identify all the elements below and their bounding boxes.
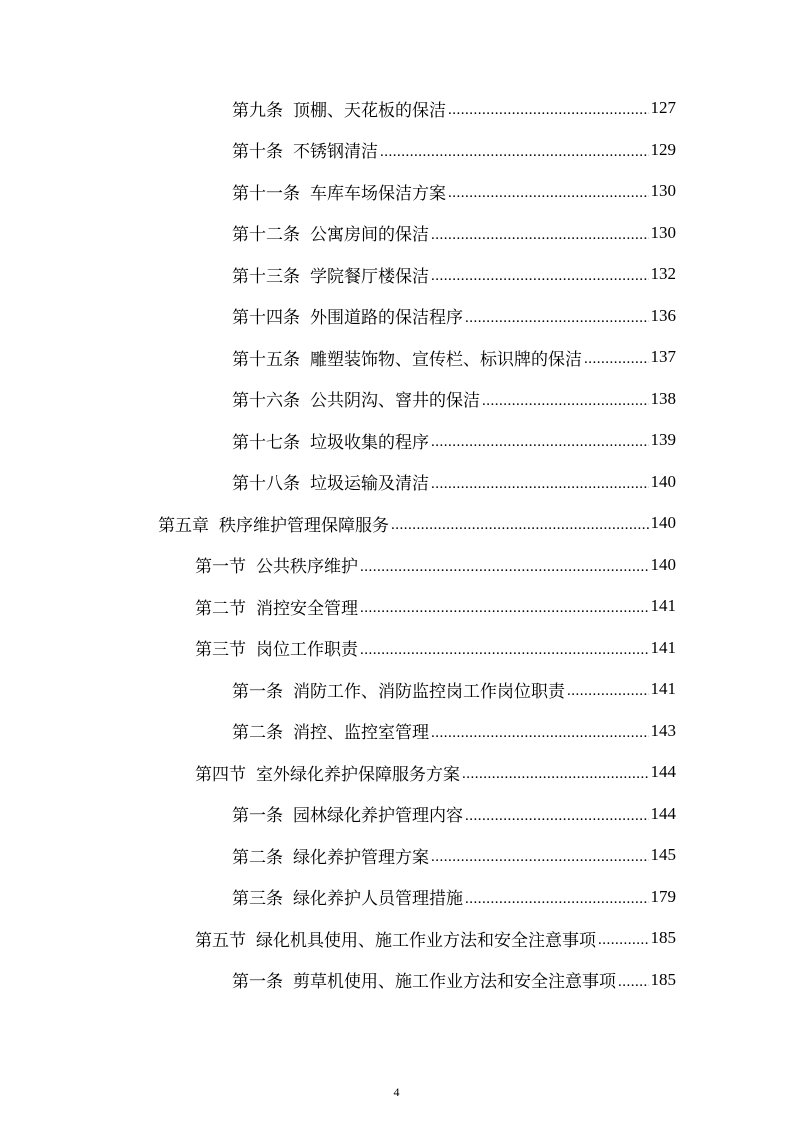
toc-entry-title: 绿化机具使用、施工作业方法和安全注意事项: [256, 930, 596, 951]
toc-entry-title: 绿化养护管理方案: [293, 847, 429, 868]
dot-leader: [465, 877, 649, 917]
dot-leader: [618, 960, 649, 1000]
toc-entry-label: 第十八条: [232, 474, 300, 494]
toc-entry[interactable]: [232, 877, 676, 917]
toc-entry-label: 第二节: [195, 598, 246, 619]
toc-entry-label: 第三节: [195, 640, 246, 660]
toc-entry[interactable]: [195, 752, 676, 792]
toc-entry-page: 141: [650, 679, 676, 698]
dot-leader: [360, 586, 649, 626]
toc-entry[interactable]: [195, 628, 676, 668]
toc-entry-title: 剪草机使用、施工作业方法和安全注意事项: [293, 972, 616, 992]
toc-entry-title: 岗位工作职责: [256, 640, 358, 660]
toc-entry-title: 绿化养护人员管理措施: [293, 889, 463, 909]
dot-leader: [448, 171, 649, 211]
toc-entry-page: 132: [650, 264, 676, 283]
dot-leader: [431, 462, 649, 502]
toc-entry-label: 第十一条: [232, 183, 300, 204]
toc-entry-title: 学院餐厅楼保洁: [310, 266, 429, 287]
toc-entry[interactable]: [232, 337, 676, 377]
toc-entry[interactable]: [232, 379, 676, 419]
dot-leader: [465, 794, 649, 834]
toc-entry-page: 145: [650, 845, 676, 864]
dot-leader: [431, 213, 649, 253]
toc-entry-title: 室外绿化养护保障服务方案: [256, 764, 460, 785]
toc-entry-label: 第二条: [232, 723, 283, 743]
toc-entry-page: 138: [650, 388, 676, 408]
toc-entry-label: 第十六条: [232, 391, 300, 411]
toc-entry[interactable]: [232, 171, 676, 211]
toc-entry-title: 消防工作、消防监控岗工作岗位职责: [293, 681, 565, 702]
toc-entry-label: 第十七条: [232, 432, 300, 453]
toc-entry-label: 第五节: [195, 930, 246, 951]
toc-entry-page: 130: [650, 222, 676, 242]
toc-entry[interactable]: [232, 88, 676, 128]
dot-leader: [567, 669, 649, 709]
toc-entry[interactable]: [232, 462, 676, 502]
toc-entry-page: 140: [650, 554, 676, 574]
toc-entry-page: 144: [650, 803, 676, 823]
dot-leader: [360, 545, 649, 585]
toc-entry[interactable]: [158, 503, 676, 543]
toc-entry-label: 第五章: [158, 515, 209, 536]
dot-leader: [462, 752, 649, 792]
toc-entry-page: 129: [650, 139, 676, 159]
toc-entry-title: 雕塑装饰物、宣传栏、标识牌的保洁: [310, 349, 582, 370]
toc-entry-title: 消控、监控室管理: [293, 723, 429, 743]
toc-entry-label: 第十三条: [232, 266, 300, 287]
dot-leader: [431, 711, 649, 751]
dot-leader: [482, 379, 649, 419]
toc-entry-page: 140: [650, 513, 676, 532]
dot-leader: [380, 130, 649, 170]
toc-entry-label: 第一条: [232, 806, 283, 826]
toc-entry-title: 垃圾收集的程序: [310, 432, 429, 453]
toc-entry[interactable]: [195, 586, 676, 626]
toc-entry-title: 外围道路的保洁程序: [310, 308, 463, 328]
dot-leader: [431, 835, 649, 875]
toc-entry-label: 第十二条: [232, 225, 300, 245]
toc-entry[interactable]: [232, 794, 676, 834]
dot-leader: [465, 296, 649, 336]
toc-entry[interactable]: [232, 254, 676, 294]
toc-entry-page: 185: [650, 969, 676, 989]
toc-entry-label: 第十四条: [232, 308, 300, 328]
toc-entry-label: 第二条: [232, 847, 283, 868]
toc-entry-title: 公共秩序维护: [256, 557, 358, 577]
toc-entry-page: 185: [650, 928, 676, 947]
toc-entry-label: 第九条: [232, 100, 283, 121]
toc-entry[interactable]: [232, 296, 676, 336]
toc-entry-page: 127: [650, 98, 676, 117]
toc-entry-title: 车库车场保洁方案: [310, 183, 446, 204]
toc-entry[interactable]: [232, 835, 676, 875]
toc-entry[interactable]: [232, 960, 676, 1000]
dot-leader: [431, 254, 649, 294]
toc-entry[interactable]: [232, 130, 676, 170]
toc-entry-page: 141: [650, 596, 676, 615]
toc-entry-title: 垃圾运输及清洁: [310, 474, 429, 494]
toc-entry-title: 公寓房间的保洁: [310, 225, 429, 245]
toc-entry-page: 137: [650, 347, 676, 366]
page-number: 4: [393, 1085, 400, 1099]
toc-entry-title: 顶棚、天花板的保洁: [293, 100, 446, 121]
toc-entry-label: 第一节: [195, 557, 246, 577]
dot-leader: [360, 628, 649, 668]
dot-leader: [431, 420, 649, 460]
toc-entry-page: 136: [650, 305, 676, 325]
dot-leader: [391, 503, 649, 543]
toc-entry[interactable]: [232, 669, 676, 709]
toc-entry-page: 143: [650, 720, 676, 740]
toc-entry-page: 140: [650, 471, 676, 491]
toc-entry[interactable]: [232, 420, 676, 460]
toc-entry-label: 第十条: [232, 142, 283, 162]
toc-entry[interactable]: [232, 711, 676, 751]
toc-entry-title: 公共阴沟、窨井的保洁: [310, 391, 480, 411]
toc-entry-label: 第十五条: [232, 349, 300, 370]
toc-entry-page: 179: [650, 886, 676, 906]
toc-entry[interactable]: [232, 213, 676, 253]
toc-entry-page: 141: [650, 637, 676, 657]
toc-entry-page: 144: [650, 762, 676, 781]
toc-entry[interactable]: [195, 918, 676, 958]
toc-entry-title: 不锈钢清洁: [293, 142, 378, 162]
toc-entry-label: 第一条: [232, 972, 283, 992]
toc-entry-title: 消控安全管理: [256, 598, 358, 619]
toc-entry-label: 第三条: [232, 889, 283, 909]
toc-entry-title: 秩序维护管理保障服务: [219, 515, 389, 536]
toc-entry-page: 130: [650, 181, 676, 200]
toc-entry-title: 园林绿化养护管理内容: [293, 806, 463, 826]
dot-leader: [598, 918, 649, 958]
toc-entry-page: 139: [650, 430, 676, 449]
toc-entry-label: 第四节: [195, 764, 246, 785]
dot-leader: [448, 88, 649, 128]
toc-entry-label: 第一条: [232, 681, 283, 702]
dot-leader: [584, 337, 649, 377]
toc-entry[interactable]: [195, 545, 676, 585]
